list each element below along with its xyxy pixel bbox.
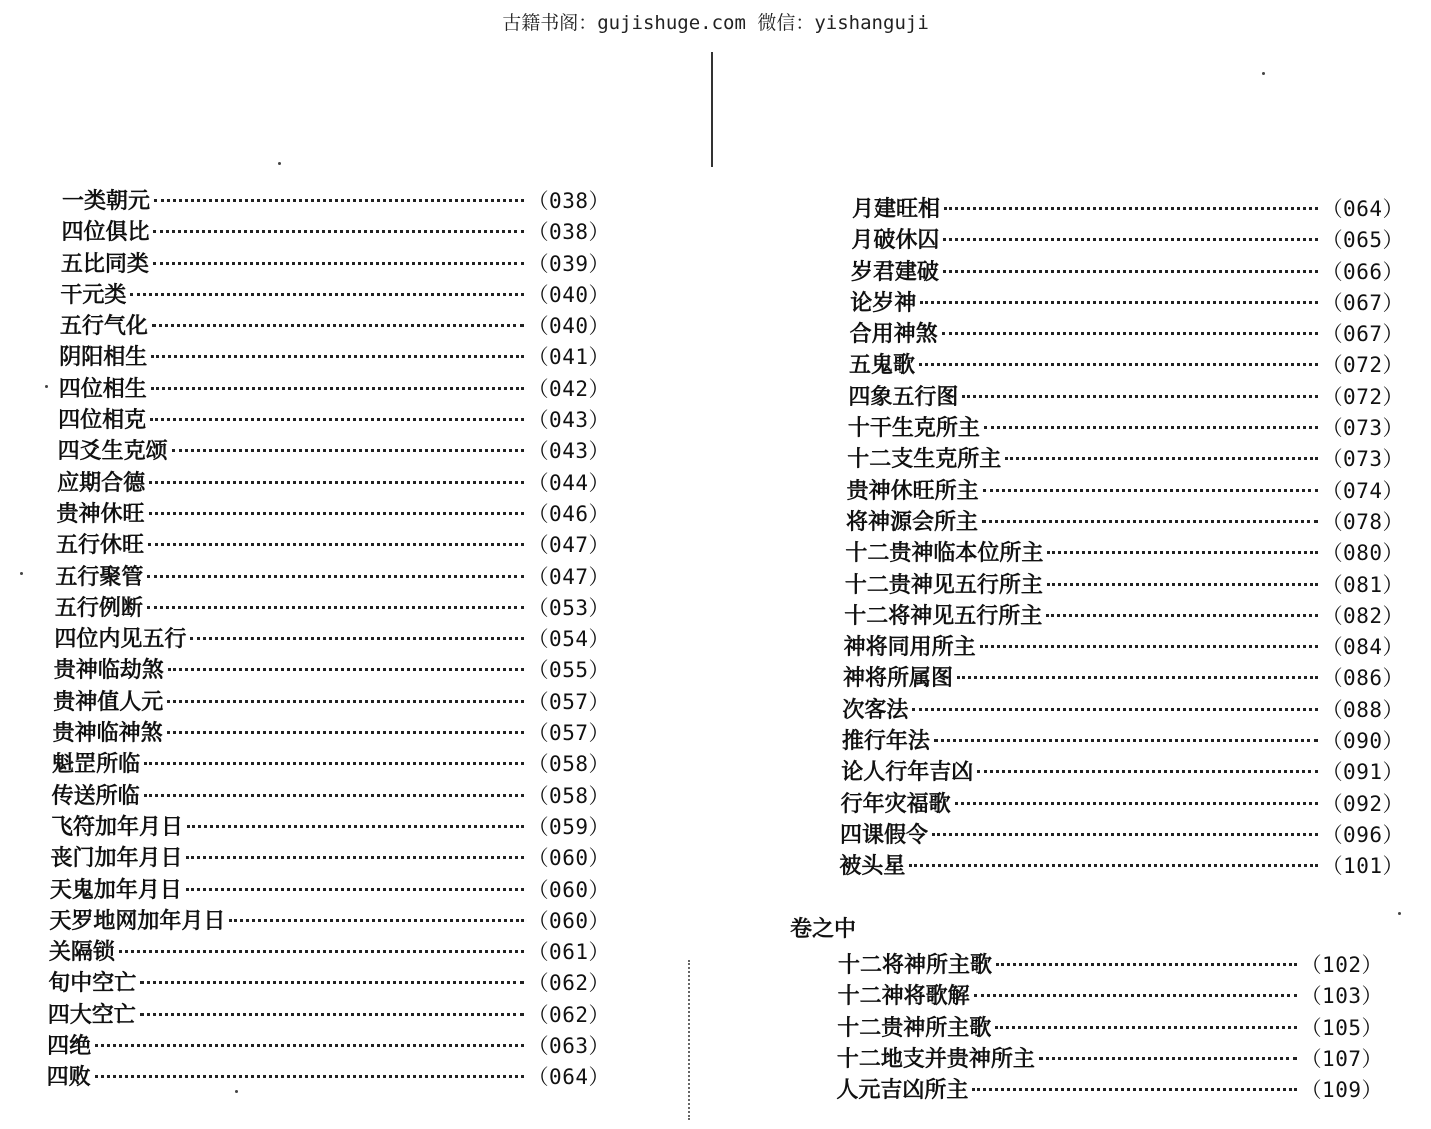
toc-entry [852,194,1404,225]
toc-entry-title: 四位相克 [58,407,147,434]
toc-entry [838,950,1383,981]
toc-entry [59,374,610,405]
toc-entry [54,624,610,655]
toc-entry-title: 五比同类 [60,250,149,277]
toc-entry [844,601,1404,632]
dot-leader [149,512,524,515]
toc-entry-page: （042） [527,376,610,401]
toc-entry-title: 四课假令 [840,821,929,848]
toc-entry-title: 关隔锁 [48,939,115,966]
toc-entry [48,1000,610,1031]
toc-entry-page: （072） [1321,384,1404,409]
toc-entry-page: （054） [527,627,610,652]
dot-leader [1046,614,1317,617]
dot-leader [983,489,1318,492]
toc-entry-page: （038） [527,189,610,213]
toc-entry [47,1062,610,1093]
toc-entry-page: （063） [527,1034,610,1059]
toc-entry-page: （060） [527,846,610,871]
scan-speck [1398,912,1401,915]
toc-entry-title: 五行气化 [59,313,148,340]
toc-entry-title: 四位相生 [58,375,147,402]
dot-leader [144,794,524,797]
dot-leader [943,238,1317,241]
toc-entry-page: （062） [527,971,610,996]
toc-entry-title: 魁罡所临 [52,751,141,778]
dot-leader [1047,551,1317,554]
toc-entry-page: （078） [1321,509,1404,534]
toc-entry [60,280,610,311]
toc-entry-title: 旬中空亡 [48,970,137,997]
toc-entry-title: 丧门加年月日 [50,845,183,872]
dot-leader [140,981,523,984]
toc-entry-title: 十干生克所主 [847,415,980,442]
toc-entry [48,968,610,999]
toc-entry-title: 四败 [46,1064,91,1091]
dot-leader [151,355,523,358]
toc-entry-title: 应期合德 [57,469,146,496]
dot-leader [147,575,523,578]
toc-entry-page: （074） [1321,478,1404,503]
dot-leader [944,207,1318,210]
dot-leader [996,963,1297,966]
toc-entry [847,476,1404,507]
dot-leader [150,418,523,421]
dot-leader [95,1044,523,1047]
toc-entry-title: 四绝 [47,1033,92,1060]
toc-entry-page: （046） [527,501,610,526]
toc-entry-title: 四位内见五行 [54,626,187,653]
toc-entry-title: 神将所属图 [843,665,954,692]
dot-leader [982,520,1318,523]
dot-leader [943,270,1318,273]
scan-speck [20,572,23,575]
toc-entry-page: （062） [527,1002,610,1027]
dot-leader [980,645,1318,648]
dot-leader [229,919,523,922]
toc-entry [846,507,1404,538]
toc-entry-page: （057） [527,689,610,714]
toc-entry-page: （102） [1300,953,1383,977]
dot-leader [119,950,524,953]
toc-entry-title: 飞符加年月日 [51,813,184,840]
toc-entry [50,875,610,906]
dot-leader [1039,1057,1297,1060]
dot-leader [187,825,524,828]
toc-entry-title: 十二将神所主歌 [838,952,993,978]
toc-entry-page: （073） [1321,447,1404,472]
toc-entry-title: 十二将神见五行所主 [844,602,1043,629]
toc-entry-page: （086） [1321,666,1404,691]
scan-speck [1262,72,1265,75]
dot-leader [920,301,1317,304]
toc-entry-title: 论人行年吉凶 [841,759,974,786]
scan-speck [45,385,48,388]
toc-entry-page: （040） [527,282,610,307]
toc-entry [55,593,610,624]
toc-entry-title: 四位俱比 [61,219,150,246]
toc-entry [53,718,610,749]
toc-entry-page: （090） [1321,729,1404,754]
dot-leader [1047,583,1318,586]
toc-entry-page: （057） [527,721,610,746]
dot-leader [140,1013,524,1016]
toc-entry-page: （109） [1300,1078,1383,1103]
toc-entry [842,695,1404,726]
toc-entry [56,530,610,561]
toc-entry-page: （072） [1321,353,1404,378]
toc-entry [837,1013,1383,1044]
toc-entry [850,319,1404,350]
toc-entry-title: 月破休囚 [851,227,940,254]
dot-leader [977,770,1317,773]
dot-leader [95,1075,524,1078]
toc-entry-title: 岁君建破 [850,258,939,285]
toc-entry-page: （058） [527,783,610,808]
page-gutter-dots [688,960,690,1120]
toc-entry-page: （067） [1321,290,1404,315]
toc-entry-title: 神将同用所主 [843,634,976,661]
dot-leader [995,1026,1296,1029]
toc-entry-title: 十二地支并贵神所主 [836,1045,1035,1072]
toc-entry [842,726,1404,757]
toc-entry [848,382,1404,413]
toc-entry [52,781,610,812]
dot-leader [962,395,1317,398]
toc-entry-title: 五行例断 [54,594,143,621]
toc-entry [58,405,610,436]
dot-leader [912,708,1317,711]
toc-entry-page: （084） [1321,635,1404,660]
toc-entry [845,538,1404,569]
section-title: 卷之中 [790,916,857,942]
toc-entry-page: （047） [527,533,610,558]
toc-entry-page: （065） [1321,228,1404,253]
toc-right-column [839,194,1404,883]
dot-leader [154,199,524,202]
toc-entry-title: 被头星 [839,853,906,880]
dot-leader [153,230,523,233]
toc-entry-title: 五行聚管 [55,563,144,590]
dot-leader [957,676,1318,679]
toc-entry-title: 干元类 [60,281,127,308]
toc-entry-page: （044） [527,470,610,495]
toc-entry [839,851,1404,882]
toc-entry-page: （058） [527,752,610,777]
dot-leader [932,833,1318,836]
dot-leader [148,543,524,546]
toc-entry [836,1075,1383,1106]
toc-entry-title: 十二神将歌解 [837,983,970,1010]
dot-leader [190,637,523,640]
dot-leader [172,449,524,452]
dot-leader [919,363,1318,366]
toc-entry [59,342,610,373]
toc-entry-title: 贵神临神煞 [52,720,163,747]
toc-entry [49,906,610,937]
toc-entry-title: 贵神值人元 [53,688,164,715]
toc-entry-page: （053） [527,595,610,620]
dot-leader [934,739,1318,742]
toc-entry [840,820,1404,851]
toc-section-column [838,950,1383,1106]
dot-leader [955,802,1318,805]
toc-entry [55,562,610,593]
toc-entry [60,311,610,342]
dot-leader [167,700,523,703]
toc-entry-page: （073） [1321,416,1404,441]
toc-entry-page: （105） [1300,1015,1383,1040]
dot-leader [186,888,524,891]
toc-entry-page: （060） [527,877,610,902]
toc-entry-title: 传送所临 [51,782,140,809]
toc-entry-title: 十二贵神所主歌 [837,1014,992,1041]
toc-entry-title: 贵神休旺所主 [846,477,979,504]
toc-left-column [46,186,610,1094]
toc-entry-page: （043） [527,439,610,464]
toc-entry-title: 一类朝元 [62,188,151,214]
toc-entry [838,981,1383,1012]
toc-entry [51,812,610,843]
toc-entry-page: （059） [527,814,610,839]
toc-entry-page: （101） [1321,854,1404,879]
page-gutter-line [711,52,713,167]
toc-entry-page: （066） [1321,259,1404,284]
toc-entry [58,436,610,467]
toc-entry-page: （092） [1321,791,1404,816]
toc-entry [841,789,1404,820]
toc-entry [848,413,1404,444]
toc-entry [845,570,1404,601]
toc-entry-title: 四象五行图 [848,383,959,410]
toc-entry [53,687,610,718]
dot-leader [972,1088,1296,1091]
toc-entry [837,1044,1383,1075]
toc-entry-title: 合用神煞 [849,321,938,348]
toc-entry-title: 十二贵神见五行所主 [844,571,1043,598]
toc-entry-page: （107） [1300,1046,1383,1071]
dot-leader [909,864,1317,867]
toc-entry [851,225,1404,256]
toc-entry-title: 五鬼歌 [849,352,916,379]
toc-entry-title: 十二支生克所主 [847,446,1002,473]
toc-entry-page: （040） [527,314,610,339]
toc-entry [850,288,1404,319]
toc-entry-page: （103） [1300,984,1383,1009]
toc-entry-page: （091） [1321,760,1404,785]
toc-entry-title: 十二贵神临本位所主 [845,540,1044,567]
scan-speck [278,162,281,165]
toc-entry-page: （088） [1321,697,1404,722]
toc-entry-page: （043） [527,408,610,433]
toc-entry [847,444,1404,475]
toc-entry-title: 贵神休旺 [56,500,145,527]
toc-entry-title: 论岁神 [850,289,917,316]
toc-entry-title: 天罗地网加年月日 [49,907,226,934]
toc-entry [50,843,610,874]
toc-entry-title: 次客法 [842,696,909,723]
toc-entry-page: （061） [527,940,610,965]
toc-entry-title: 四爻生克颂 [57,438,168,465]
toc-entry [47,1031,610,1062]
toc-entry-page: （038） [527,220,610,245]
toc-entry [52,749,610,780]
toc-entry-title: 推行年法 [841,728,930,755]
toc-entry [61,249,610,280]
dot-leader [974,994,1297,997]
toc-entry-title: 天鬼加年月日 [49,876,182,903]
dot-leader [942,332,1318,335]
toc-entry [841,757,1404,788]
dot-leader [149,481,523,484]
watermark-header: 古籍书阁：gujishuge.com 微信：yishanguji [502,12,929,34]
dot-leader [151,387,524,390]
dot-leader [168,668,524,671]
toc-entry [54,655,610,686]
toc-entry [57,499,611,530]
toc-entry-title: 五行休旺 [55,532,144,559]
toc-entry [844,632,1404,663]
toc-entry-page: （081） [1321,572,1404,597]
dot-leader [1005,457,1317,460]
toc-entry-page: （064） [1321,197,1404,221]
dot-leader [984,426,1318,429]
toc-entry-page: （060） [527,908,610,933]
toc-entry-title: 四大空亡 [47,1001,136,1028]
toc-entry [843,663,1404,694]
toc-entry-title: 贵神临劫煞 [53,657,164,684]
toc-entry-title: 月建旺相 [852,196,941,222]
dot-leader [144,762,523,765]
toc-entry-page: （096） [1321,822,1404,847]
toc-entry-title: 将神源会所主 [846,508,979,535]
toc-entry [49,937,610,968]
toc-entry-title: 行年灾福歌 [840,790,951,817]
toc-entry-page: （082） [1321,603,1404,628]
scan-speck [235,1090,238,1093]
toc-entry-page: （055） [527,658,610,683]
dot-leader [167,731,524,734]
toc-entry [851,257,1404,288]
toc-entry [61,217,610,248]
toc-entry-page: （039） [527,251,610,276]
toc-entry [62,186,610,217]
toc-entry-page: （047） [527,564,610,589]
toc-entry-title: 阴阳相生 [59,344,148,371]
toc-entry [57,468,610,499]
dot-leader [186,856,523,859]
toc-entry [849,350,1404,381]
toc-entry-page: （080） [1321,541,1404,566]
toc-entry-page: （067） [1321,322,1404,347]
toc-entry-title: 人元吉凶所主 [836,1077,969,1104]
dot-leader [152,324,524,327]
dot-leader [153,262,524,265]
dot-leader [147,606,524,609]
toc-entry-page: （064） [527,1065,610,1090]
dot-leader [130,293,523,296]
toc-entry-page: （041） [527,345,610,370]
